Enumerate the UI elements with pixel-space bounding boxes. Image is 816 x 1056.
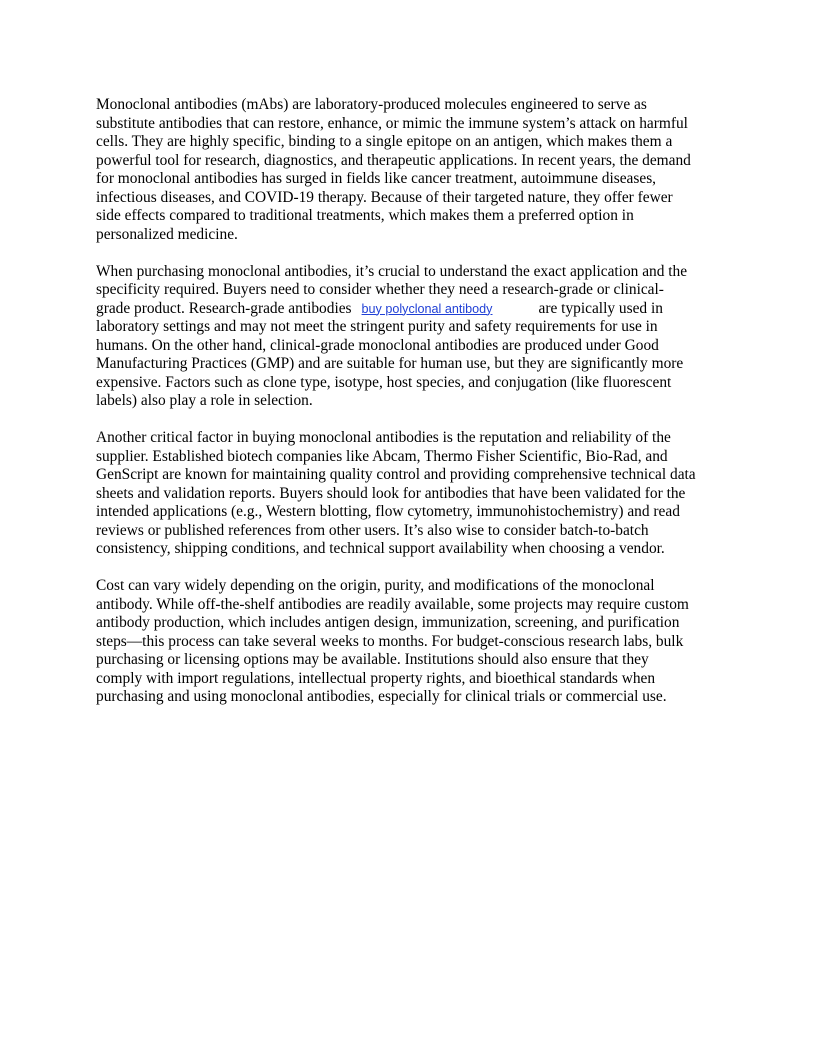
text-line: infectious diseases, and COVID-19 therapy. Because of their targeted nature, they offer fewer [96,188,673,206]
paragraph-supplier [96,429,724,559]
text-line-with-link [96,300,724,319]
text-line: cells. They are highly specific, binding to a single epitope on an antigen, which makes them a [96,133,673,150]
text-line: specificity required. Buyers need to consider whether they need a research-grade or clinical- [96,281,664,298]
text-line: substitute antibodies that can restore, enhance, or mimic the immune system’s attack on harmful [96,114,688,132]
text-line: Monoclonal antibodies (mAbs) are laboratory-produced molecules engineered to serve as [96,96,647,113]
text-line: intended applications (e.g., Western blotting, flow cytometry, immunohistochemistry) and read [96,503,680,520]
text-line: for monoclonal antibodies has surged in fields like cancer treatment, autoimmune diseases, [96,170,657,187]
text-line: Manufacturing Practices (GMP) and are suitable for human use, but they are significantly more [96,355,684,372]
text-line: reviews or published references from other users. It’s also wise to consider batch-to-batch [96,521,649,539]
text-line: antibody production, which includes antigen design, immunization, screening, and purification [96,614,680,631]
text-line: laboratory settings and may not meet the stringent purity and safety requirements for use in [96,318,658,335]
text-line: GenScript are known for maintaining quality control and providing comprehensive technical data [96,466,696,483]
text-line: antibody. While off-the-shelf antibodies are readily available, some projects may require custom [96,595,689,613]
text-line: personalized medicine. [96,225,238,243]
text-line: labels) also play a role in selection. [96,392,313,409]
buy-polyclonal-antibody-link[interactable]: buy polyclonal antibody [361,301,493,316]
text-line: expensive. Factors such as clone type, isotype, host species, and conjugation (like fluorescent [96,373,672,391]
document-body [96,96,724,725]
paragraph-intro [96,96,724,244]
text-line: Another critical factor in buying monoclonal antibodies is the reputation and reliability of the [96,429,671,446]
text-line: sheets and validation reports. Buyers should look for antibodies that have been validated for the [96,484,686,502]
text-line: When purchasing monoclonal antibodies, it’s crucial to understand the exact application and the [96,262,688,280]
text-line: purchasing or licensing options may be available. Institutions should also ensure that they [96,651,649,668]
text-line: comply with import regulations, intellectual property rights, and bioethical standards when [96,669,656,687]
text-line: purchasing and using monoclonal antibodies, especially for clinical trials or commercial use. [96,688,667,705]
paragraph-purchasing [96,263,724,411]
text-line: side effects compared to traditional treatments, which makes them a preferred option in [96,207,634,224]
text-line: powerful tool for research, diagnostics, and therapeutic applications. In recent years, the demand [96,151,691,169]
link-container [352,300,539,319]
paragraph-cost [96,577,724,707]
text-line: humans. On the other hand, clinical-grade monoclonal antibodies are produced under Good [96,336,659,354]
text-line: steps—this process can take several weeks to months. For budget-conscious research labs, bulk [96,632,684,650]
text-line: supplier. Established biotech companies like Abcam, Thermo Fisher Scientific, Bio-Rad, and [96,447,668,465]
text-segment: grade product. Research-grade antibodies [96,299,352,317]
text-line: consistency, shipping conditions, and technical support availability when choosing a vendor. [96,540,665,557]
text-segment: are typically used in [538,299,663,317]
text-line: Cost can vary widely depending on the origin, purity, and modifications of the monoclonal [96,577,655,594]
